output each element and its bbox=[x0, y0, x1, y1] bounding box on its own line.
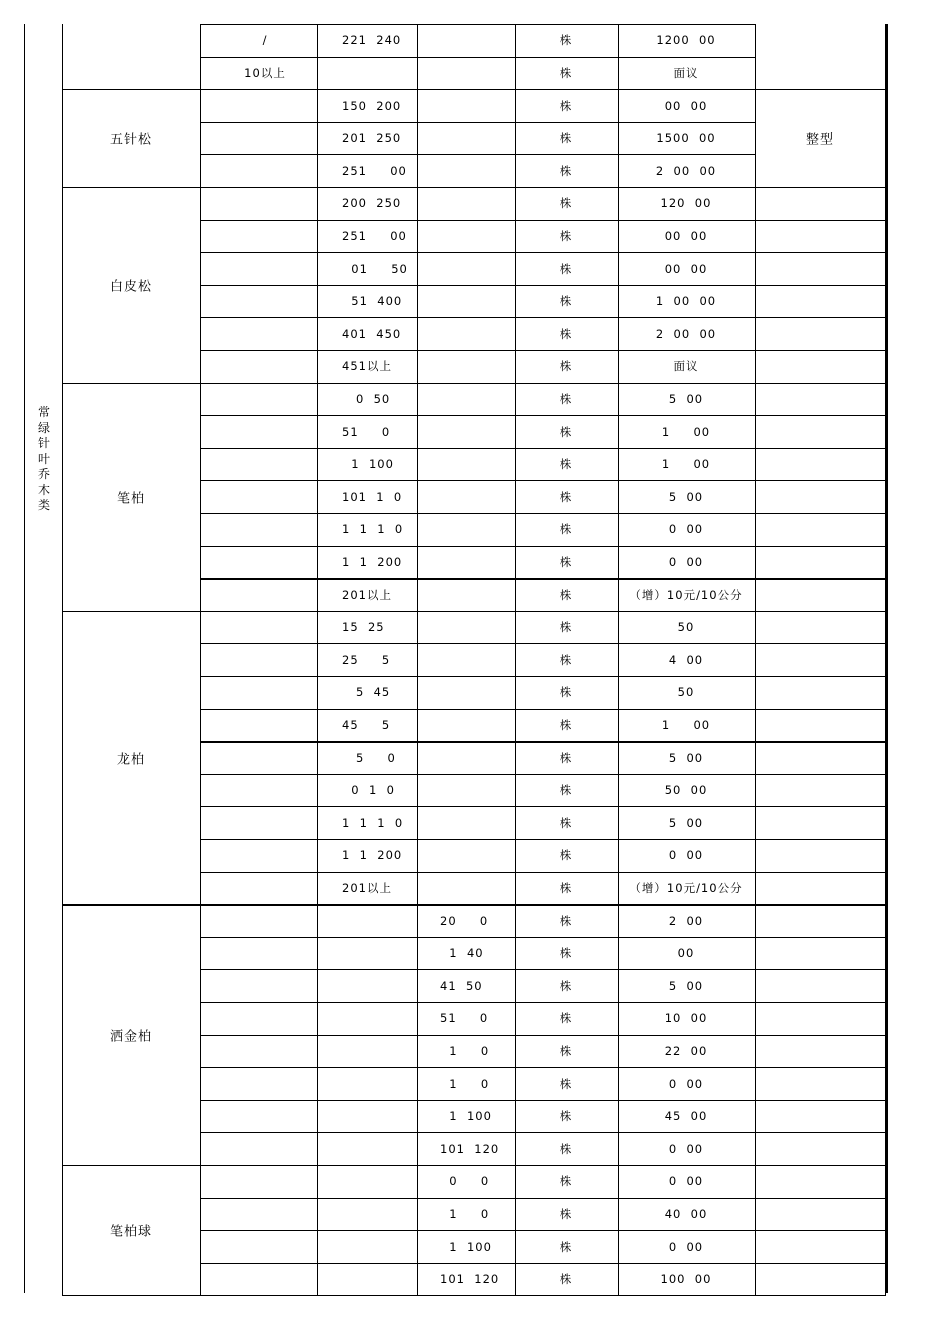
table-cell-c2: 10以上 bbox=[244, 65, 286, 80]
table-cell-unit: 株 bbox=[559, 131, 573, 146]
row-border bbox=[62, 187, 886, 188]
table-cell-c3: 401 450 bbox=[342, 326, 402, 341]
table-cell-c3: 201 250 bbox=[342, 131, 402, 146]
table-cell-price: 45 00 bbox=[664, 1109, 708, 1124]
row-border bbox=[200, 285, 886, 286]
table-cell-price: 0 00 bbox=[668, 1239, 704, 1254]
table-cell-price: 1 00 00 bbox=[655, 294, 717, 309]
table-cell-unit: 株 bbox=[559, 163, 573, 178]
table-cell-unit: 株 bbox=[559, 815, 573, 830]
table-cell-c3: 0 50 bbox=[342, 391, 391, 406]
row-border bbox=[200, 415, 886, 416]
table-cell-price: 5 00 bbox=[668, 815, 704, 830]
table-cell-price: 5 00 bbox=[668, 978, 704, 993]
table-cell-c3: 251 00 bbox=[342, 228, 407, 243]
table-cell-price: 50 bbox=[677, 620, 695, 635]
table-cell-price: 5 00 bbox=[668, 391, 704, 406]
table-cell-c4: 101 120 bbox=[440, 1141, 500, 1156]
table-cell-price: 5 00 bbox=[668, 489, 704, 504]
table-cell-c3: 451以上 bbox=[342, 359, 392, 374]
row-border bbox=[62, 383, 886, 384]
row-border bbox=[200, 969, 886, 970]
table-cell-unit: 株 bbox=[559, 391, 573, 406]
table-cell-price: 1 00 bbox=[661, 424, 711, 439]
column-border bbox=[62, 24, 63, 1295]
table-cell-price: 00 00 bbox=[664, 98, 708, 113]
table-cell-c3: 25 5 bbox=[342, 652, 391, 667]
note-cell: 整型 bbox=[805, 132, 835, 148]
column-border bbox=[885, 24, 886, 1295]
table-cell-unit: 株 bbox=[559, 522, 573, 537]
table-cell-unit: 株 bbox=[559, 848, 573, 863]
table-cell-c3: 251 00 bbox=[342, 163, 407, 178]
row-border bbox=[200, 806, 886, 807]
table-cell-price: 10 00 bbox=[664, 1011, 708, 1026]
row-border bbox=[200, 448, 886, 449]
table-cell-price: 22 00 bbox=[664, 1043, 708, 1058]
table-cell-unit: 株 bbox=[559, 228, 573, 243]
table-cell-price: 50 bbox=[677, 685, 695, 700]
row-border bbox=[200, 1067, 886, 1068]
row-border bbox=[200, 1230, 886, 1231]
table-cell-unit: 株 bbox=[559, 1109, 573, 1124]
table-cell-c4: 51 0 bbox=[440, 1011, 489, 1026]
table-cell-price: 4 00 bbox=[668, 652, 704, 667]
row-border bbox=[200, 937, 886, 938]
table-cell-c4: 101 120 bbox=[440, 1272, 500, 1287]
table-cell-c3: 101 1 0 bbox=[342, 489, 403, 504]
table-cell-price: 2 00 00 bbox=[655, 326, 717, 341]
table-cell-price: 00 00 bbox=[664, 261, 708, 276]
row-border bbox=[200, 774, 886, 775]
table-cell-price: 1500 00 bbox=[656, 131, 716, 146]
species-name: 洒金柏 bbox=[109, 1029, 153, 1045]
row-border bbox=[200, 317, 886, 318]
row-border bbox=[200, 1263, 886, 1264]
column-border bbox=[515, 24, 516, 1295]
column-border bbox=[417, 24, 418, 1295]
row-border-top bbox=[200, 24, 755, 25]
row-border bbox=[200, 1035, 886, 1036]
table-cell-price: 50 00 bbox=[664, 783, 708, 798]
table-cell-c3: 201以上 bbox=[342, 587, 392, 602]
row-border bbox=[62, 1165, 886, 1166]
row-border bbox=[200, 1198, 886, 1199]
row-border bbox=[200, 1132, 886, 1133]
row-border bbox=[200, 741, 886, 743]
table-cell-c4: 20 0 bbox=[440, 913, 489, 928]
table-cell-price: 00 bbox=[677, 946, 695, 961]
table-cell-c3: 1 100 bbox=[342, 457, 394, 472]
table-cell-c3: 221 240 bbox=[342, 33, 402, 48]
table-cell-c3: 51 0 bbox=[342, 424, 391, 439]
table-cell-price: 2 00 bbox=[668, 913, 704, 928]
table-cell-unit: 株 bbox=[559, 620, 573, 635]
table-cell-price: 5 00 bbox=[668, 750, 704, 765]
row-border bbox=[200, 839, 886, 840]
species-name: 龙柏 bbox=[116, 752, 146, 767]
table-cell-unit: 株 bbox=[559, 1239, 573, 1254]
table-cell-c4: 1 100 bbox=[440, 1239, 492, 1254]
sheet-right-border bbox=[886, 24, 888, 1293]
table-cell-unit: 株 bbox=[559, 65, 573, 80]
table-cell-unit: 株 bbox=[559, 294, 573, 309]
table-cell-unit: 株 bbox=[559, 783, 573, 798]
row-border bbox=[200, 578, 886, 580]
species-name: 笔柏 bbox=[116, 491, 146, 507]
table-cell-unit: 株 bbox=[559, 1011, 573, 1026]
table-cell-c2: / bbox=[262, 33, 268, 48]
table-cell-c3: 201以上 bbox=[342, 880, 392, 895]
table-cell-c4: 1 100 bbox=[440, 1109, 492, 1124]
row-border bbox=[200, 513, 886, 514]
row-border bbox=[62, 89, 886, 90]
table-cell-unit: 株 bbox=[559, 489, 573, 504]
table-cell-unit: 株 bbox=[559, 913, 573, 928]
column-border bbox=[618, 24, 619, 1295]
table-cell-c3: 0 1 0 bbox=[342, 783, 395, 798]
table-cell-c4: 1 0 bbox=[440, 1206, 490, 1221]
row-border bbox=[200, 57, 756, 58]
table-cell-price: 0 00 bbox=[668, 848, 704, 863]
table-cell-price: （增）10元/10公分 bbox=[629, 587, 743, 602]
table-cell-price: 1 00 bbox=[661, 457, 711, 472]
table-cell-unit: 株 bbox=[559, 750, 573, 765]
table-cell-price: 0 00 bbox=[668, 1174, 704, 1189]
column-border bbox=[755, 24, 756, 1295]
table-cell-unit: 株 bbox=[559, 196, 573, 211]
table-cell-c4: 1 40 bbox=[440, 946, 484, 961]
table-cell-c4: 0 0 bbox=[440, 1174, 490, 1189]
row-border bbox=[200, 872, 886, 873]
column-border bbox=[200, 24, 201, 1295]
table-cell-unit: 株 bbox=[559, 587, 573, 602]
table-cell-unit: 株 bbox=[559, 1206, 573, 1221]
table-cell-unit: 株 bbox=[559, 1141, 573, 1156]
row-border bbox=[200, 709, 886, 710]
table-cell-unit: 株 bbox=[559, 98, 573, 113]
row-border bbox=[200, 546, 886, 547]
table-cell-price: 0 00 bbox=[668, 1141, 704, 1156]
table-cell-price: 40 00 bbox=[664, 1206, 708, 1221]
table-cell-c3: 01 50 bbox=[342, 261, 408, 276]
table-cell-price: 面议 bbox=[673, 359, 699, 374]
table-cell-price: 面议 bbox=[673, 65, 699, 80]
table-cell-c3: 15 25 bbox=[342, 620, 385, 635]
table-cell-c4: 1 0 bbox=[440, 1043, 490, 1058]
table-cell-price: （增）10元/10公分 bbox=[629, 880, 743, 895]
row-border bbox=[200, 252, 886, 253]
table-cell-c3: 1 1 1 0 bbox=[342, 815, 404, 830]
table-cell-c3: 5 0 bbox=[342, 750, 396, 765]
table-cell-unit: 株 bbox=[559, 554, 573, 569]
table-cell-unit: 株 bbox=[559, 880, 573, 895]
table-cell-unit: 株 bbox=[559, 685, 573, 700]
table-cell-unit: 株 bbox=[559, 424, 573, 439]
table-cell-price: 1200 00 bbox=[656, 33, 716, 48]
row-border bbox=[200, 643, 886, 644]
row-border bbox=[200, 1002, 886, 1003]
table-cell-price: 100 00 bbox=[660, 1272, 712, 1287]
table-cell-unit: 株 bbox=[559, 978, 573, 993]
table-cell-price: 0 00 bbox=[668, 522, 704, 537]
table-cell-price: 00 00 bbox=[664, 228, 708, 243]
row-border bbox=[200, 1100, 886, 1101]
row-border bbox=[62, 1295, 886, 1296]
table-cell-unit: 株 bbox=[559, 717, 573, 732]
row-border bbox=[200, 480, 886, 481]
category-label: 常绿针叶乔木类 bbox=[37, 405, 50, 512]
species-name: 五针松 bbox=[109, 132, 153, 148]
table-cell-unit: 株 bbox=[559, 946, 573, 961]
table-cell-c3: 5 45 bbox=[342, 685, 391, 700]
table-cell-c3: 1 1 1 0 bbox=[342, 522, 404, 537]
table-cell-c3: 45 5 bbox=[342, 717, 391, 732]
table-cell-unit: 株 bbox=[559, 652, 573, 667]
row-border bbox=[200, 220, 886, 221]
table-cell-c3: 200 250 bbox=[342, 196, 402, 211]
table-cell-unit: 株 bbox=[559, 1272, 573, 1287]
column-border bbox=[317, 24, 318, 1295]
table-cell-price: 0 00 bbox=[668, 554, 704, 569]
table-cell-unit: 株 bbox=[559, 1076, 573, 1091]
table-cell-price: 0 00 bbox=[668, 1076, 704, 1091]
table-cell-c3: 51 400 bbox=[342, 294, 403, 309]
row-border bbox=[200, 350, 886, 351]
table-cell-price: 2 00 00 bbox=[655, 163, 717, 178]
table-cell-unit: 株 bbox=[559, 457, 573, 472]
row-border bbox=[200, 122, 756, 123]
table-cell-unit: 株 bbox=[559, 1174, 573, 1189]
table-cell-c4: 1 0 bbox=[440, 1076, 490, 1091]
row-border bbox=[62, 904, 886, 906]
table-cell-price: 120 00 bbox=[660, 196, 712, 211]
table-cell-c4: 41 50 bbox=[440, 978, 483, 993]
row-border bbox=[200, 154, 756, 155]
table-cell-unit: 株 bbox=[559, 33, 573, 48]
row-border bbox=[62, 611, 886, 612]
table-cell-unit: 株 bbox=[559, 1043, 573, 1058]
table-cell-unit: 株 bbox=[559, 261, 573, 276]
table-cell-c3: 1 1 200 bbox=[342, 554, 403, 569]
table-cell-unit: 株 bbox=[559, 326, 573, 341]
table-cell-unit: 株 bbox=[559, 359, 573, 374]
species-name: 白皮松 bbox=[109, 279, 153, 295]
row-border bbox=[200, 676, 886, 677]
table-cell-price: 1 00 bbox=[661, 717, 711, 732]
sheet-left-border bbox=[24, 24, 25, 1293]
species-name: 笔柏球 bbox=[109, 1224, 153, 1240]
table-cell-c3: 1 1 200 bbox=[342, 848, 403, 863]
table-cell-c3: 150 200 bbox=[342, 98, 402, 113]
